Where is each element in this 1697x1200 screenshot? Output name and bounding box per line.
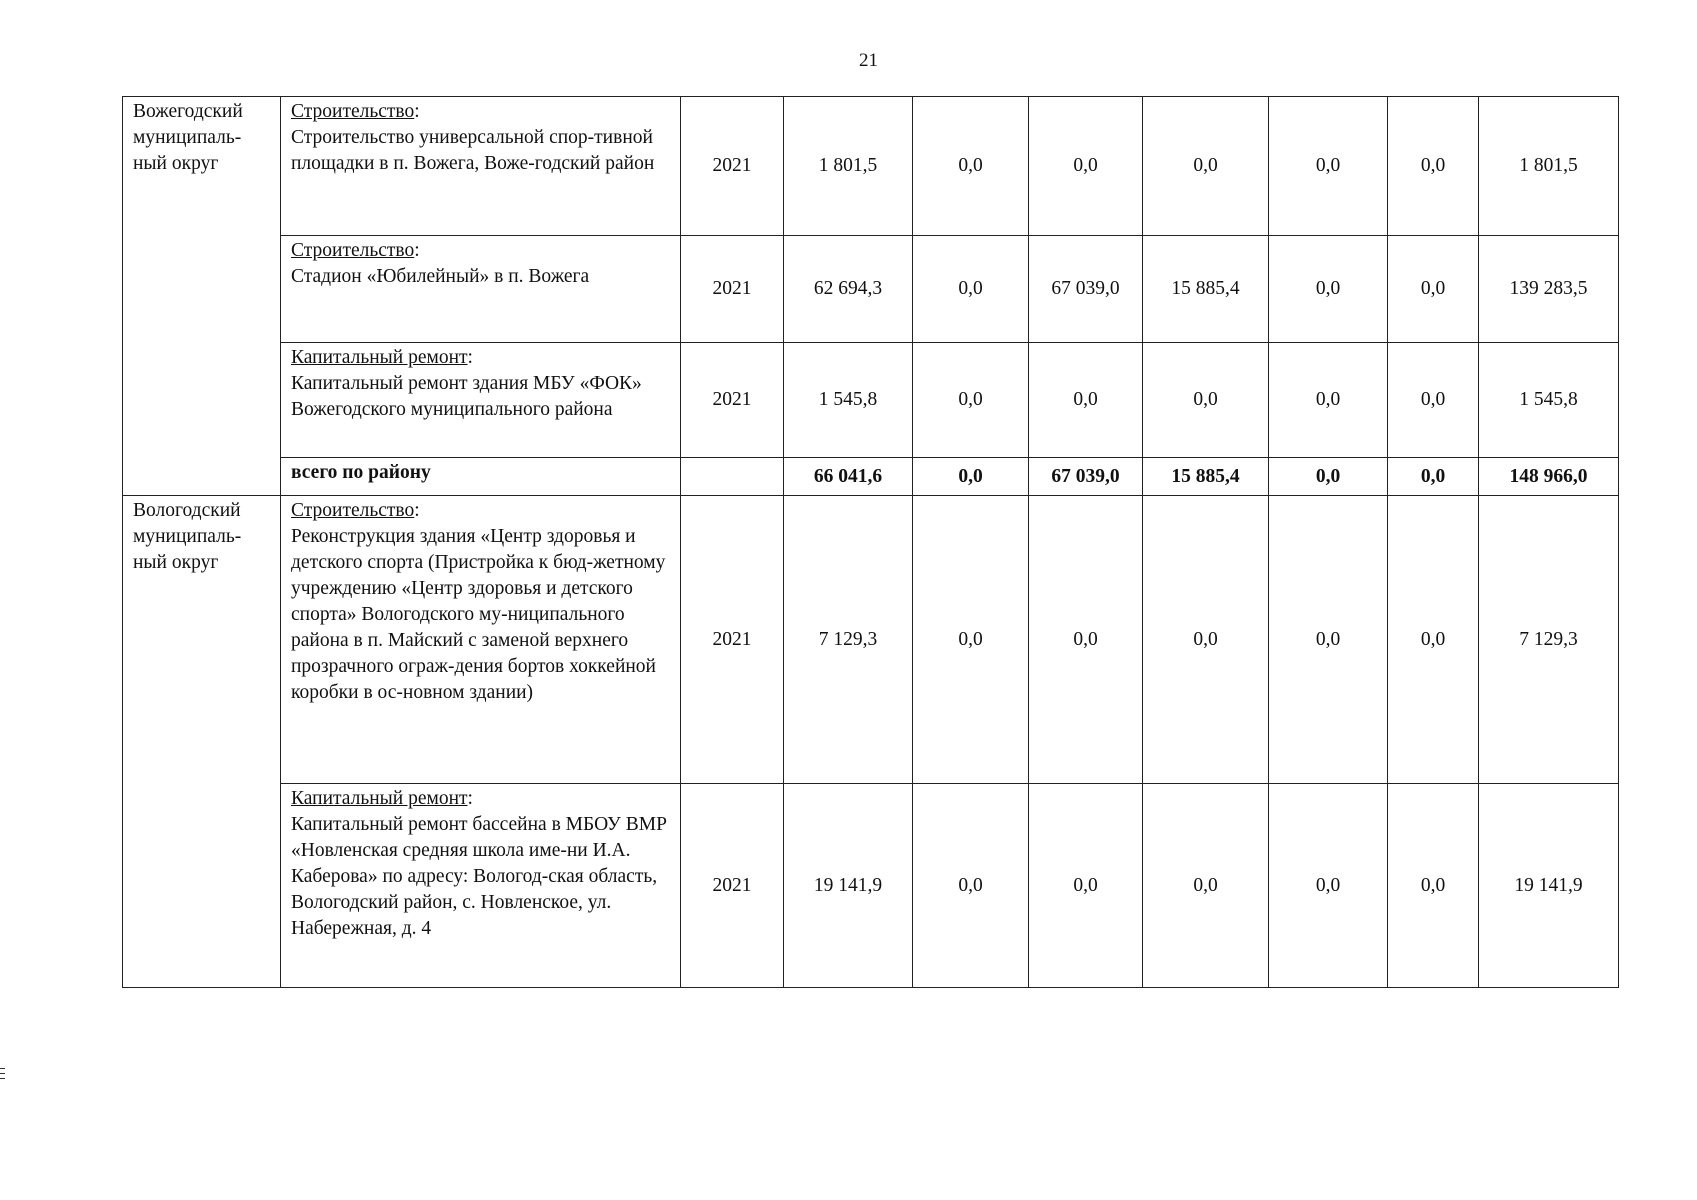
object-cell: Капитальный ремонт: Капитальный ремонт бассейна в МБОУ ВМР «Новленская средняя школа име-ни И.А. Каберова» по адресу: Вологод-ская область, Вологодский район, с. Новленское, ул. Набережная, д. 4 [281, 784, 681, 988]
category-label: Строительство [291, 101, 415, 122]
year-cell: 2021 [681, 97, 784, 236]
category-label: Капитальный ремонт [291, 788, 468, 809]
total-label: всего по району [281, 458, 681, 496]
district-total-row [123, 458, 1619, 496]
value-cell: 0,0 [913, 343, 1029, 458]
value-cell: 0,0 [1269, 236, 1388, 343]
object-cell: Капитальный ремонт: Капитальный ремонт здания МБУ «ФОК» Вожегодского муниципального района [281, 343, 681, 458]
value-cell: 0,0 [1269, 784, 1388, 988]
table-row [123, 784, 1619, 988]
value-cell: 0,0 [1143, 496, 1269, 784]
value-cell: 0,0 [1388, 458, 1479, 496]
object-name: Капитальный ремонт здания МБУ «ФОК» Вожегодского муниципального района [291, 373, 642, 420]
object-name: Реконструкция здания «Центр здоровья и детского спорта (Пристройка к бюд-жетному учреждению «Центр здоровья и детского спорта» Вологодского му-ниципального района в п. Майский с заменой верхнего прозрачного ограж-дения бортов хоккейной коробки в ос-новном здании) [291, 526, 666, 703]
value-cell: 0,0 [1029, 784, 1143, 988]
district-cell [123, 97, 281, 496]
year-cell: 2021 [681, 496, 784, 784]
value-cell: 0,0 [913, 496, 1029, 784]
table-row [123, 343, 1619, 458]
value-cell: 0,0 [913, 236, 1029, 343]
page-number: 21 [859, 50, 878, 71]
category-label: Строительство [291, 240, 415, 261]
value-cell: 0,0 [1143, 784, 1269, 988]
value-cell: 0,0 [1029, 496, 1143, 784]
total-value-cell: 139 283,5 [1479, 236, 1619, 343]
value-cell: 7 129,3 [784, 496, 913, 784]
total-value-cell: 1 545,8 [1479, 343, 1619, 458]
value-cell: 15 885,4 [1143, 236, 1269, 343]
object-cell: Строительство: Стадион «Юбилейный» в п. Вожега [281, 236, 681, 343]
table-row [123, 236, 1619, 343]
value-cell: 0,0 [1388, 784, 1479, 988]
value-cell: 1 801,5 [784, 97, 913, 236]
object-name: Строительство универсальной спор-тивной площадки в п. Вожега, Воже-годский район [291, 127, 655, 174]
value-cell: 0,0 [913, 784, 1029, 988]
scan-edge-marks [0, 1068, 6, 1083]
value-cell: 0,0 [913, 97, 1029, 236]
value-cell: 67 039,0 [1029, 236, 1143, 343]
value-cell: 0,0 [1143, 97, 1269, 236]
value-cell: 62 694,3 [784, 236, 913, 343]
object-name: Стадион «Юбилейный» в п. Вожега [291, 266, 590, 287]
value-cell: 0,0 [1143, 343, 1269, 458]
category-label: Капитальный ремонт [291, 347, 468, 368]
value-cell: 0,0 [1269, 97, 1388, 236]
value-cell: 0,0 [1029, 97, 1143, 236]
funding-table [122, 96, 1619, 988]
value-cell: 0,0 [1269, 496, 1388, 784]
value-cell: 67 039,0 [1029, 458, 1143, 496]
value-cell: 66 041,6 [784, 458, 913, 496]
value-cell: 0,0 [1029, 343, 1143, 458]
table-row [123, 97, 1619, 236]
value-cell: 15 885,4 [1143, 458, 1269, 496]
value-cell: 0,0 [1388, 496, 1479, 784]
total-value-cell: 19 141,9 [1479, 784, 1619, 988]
total-value-cell: 7 129,3 [1479, 496, 1619, 784]
object-cell: Строительство: Строительство универсальной спор-тивной площадки в п. Вожега, Воже-годский район [281, 97, 681, 236]
value-cell: 0,0 [1269, 343, 1388, 458]
value-cell: 0,0 [1388, 97, 1479, 236]
year-cell: 2021 [681, 236, 784, 343]
object-name: Капитальный ремонт бассейна в МБОУ ВМР «Новленская средняя школа име-ни И.А. Каберова» по адресу: Вологод-ская область, Вологодский район, с. Новленское, ул. Набережная, д. 4 [291, 814, 667, 939]
value-cell: 0,0 [913, 458, 1029, 496]
district-name: Вожегодский муниципаль-ный округ [133, 101, 243, 174]
value-cell: 0,0 [1269, 458, 1388, 496]
year-cell [681, 458, 784, 496]
year-cell: 2021 [681, 343, 784, 458]
value-cell: 0,0 [1388, 343, 1479, 458]
value-cell: 0,0 [1388, 236, 1479, 343]
year-cell: 2021 [681, 784, 784, 988]
table-row [123, 496, 1619, 784]
value-cell: 19 141,9 [784, 784, 913, 988]
district-name: Вологодский муниципаль-ный округ [133, 500, 242, 573]
total-value-cell: 148 966,0 [1479, 458, 1619, 496]
district-cell [123, 496, 281, 988]
category-label: Строительство [291, 500, 415, 521]
value-cell: 1 545,8 [784, 343, 913, 458]
object-cell: Строительство: Реконструкция здания «Центр здоровья и детского спорта (Пристройка к бюд-жетному учреждению «Центр здоровья и детского спорта» Вологодского му-ниципального района в п. Майский с заменой верхнего прозрачного ограж-дения бортов хоккейной коробки в ос-новном здании) [281, 496, 681, 784]
total-value-cell: 1 801,5 [1479, 97, 1619, 236]
